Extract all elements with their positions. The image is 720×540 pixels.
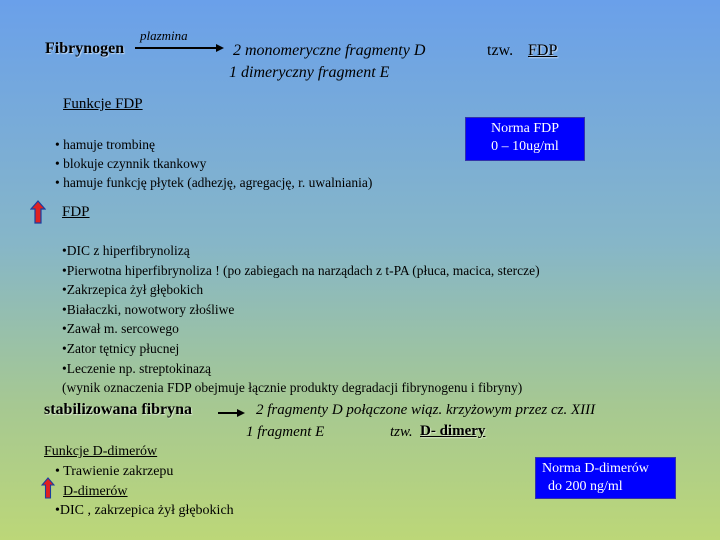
list-item: • hamuje funkcję płytek (adhezję, agregację, r. uwalniania) [55,175,373,190]
bullet-icon: • [62,360,67,376]
d-fragments-text: 2 fragmenty D połączone wiąz. krzyżowym przez cz. XIII [256,402,596,418]
bullet-icon: • [62,301,67,317]
list-item: • Trawienie zakrzepu [55,464,174,479]
funkcje-fdp-list [55,135,372,192]
bullet-icon: • [55,175,64,190]
plazmina-label: plazmina [140,28,188,43]
right-arrow-icon [237,409,245,417]
right-arrow-icon [216,44,224,52]
norma-fdp-line1: Norma FDP [490,121,560,136]
fragment-e-text: 1 dimeryczny fragment E [229,64,390,81]
funkcje-ddimerow-title: Funkcje D-dimerów [44,444,158,459]
ddimery-increase-label: D-dimerów [63,484,128,499]
list-item: • blokuje czynnik tkankowy [55,156,207,171]
bullet-icon: • [55,156,64,171]
e-fragment-text: 1 fragment E [246,424,325,440]
list-item: •Leczenie np. streptokinazą [62,360,212,376]
funkcje-fdp-title: Funkcje FDP [63,96,143,112]
list-item: • hamuje trombinę [55,137,155,152]
d-dimery-label: D- dimery [420,423,486,439]
bullet-icon: • [62,321,67,337]
norma-ddimerow-line2: do 200 ng/ml [548,479,623,494]
norma-ddimerow-line1: Norma D-dimerów [542,461,649,476]
bullet-icon: • [62,282,67,298]
tzw-label: tzw. [487,42,514,59]
fdp-note: (wynik oznaczenia FDP obejmuje łącznie produkty degradacji fibrynogenu i fibryny) [62,380,523,396]
up-arrow-icon [30,200,46,224]
bullet-icon: • [55,137,64,152]
fibrynogen-label: Fibrynogen [45,40,125,57]
norma-fdp-box [465,117,585,161]
stabilizowana-fibryna-label: stabilizowana fibryna [44,401,193,418]
tzw-label-2: tzw. [390,424,413,440]
bullet-icon: • [55,503,60,518]
fragments-d-text: 2 monomeryczne fragmenty D [233,42,426,59]
norma-ddimerow-box [535,457,676,499]
reaction-arrow-shaft [135,47,217,49]
fdp-section-label: FDP [62,204,90,220]
list-item: •Zator tętnicy płucnej [62,340,180,356]
up-arrow-icon [41,477,55,499]
fdp-causes-list [62,241,540,398]
bullet-icon: • [62,243,67,258]
reaction-arrow-shaft-2 [218,412,238,414]
list-item: •Zakrzepica żył głębokich [62,282,204,298]
list-item: •DIC z hiperfibrynolizą [62,243,190,258]
list-item: •Zawał m. sercowego [62,321,179,337]
list-item: •DIC , zakrzepica żył głębokich [55,503,234,518]
bullet-icon: • [62,262,67,278]
bullet-icon: • [62,340,67,356]
norma-fdp-line2: 0 – 10ug/ml [491,139,559,154]
bullet-icon: • [55,464,64,479]
list-item: •Białaczki, nowotwory złośliwe [62,301,235,317]
list-item: •Pierwotna hiperfibrynoliza ! (po zabiegach na narządach z t-PA (płuca, macica, stercze) [62,262,540,278]
fdp-header-label: FDP [528,42,558,59]
